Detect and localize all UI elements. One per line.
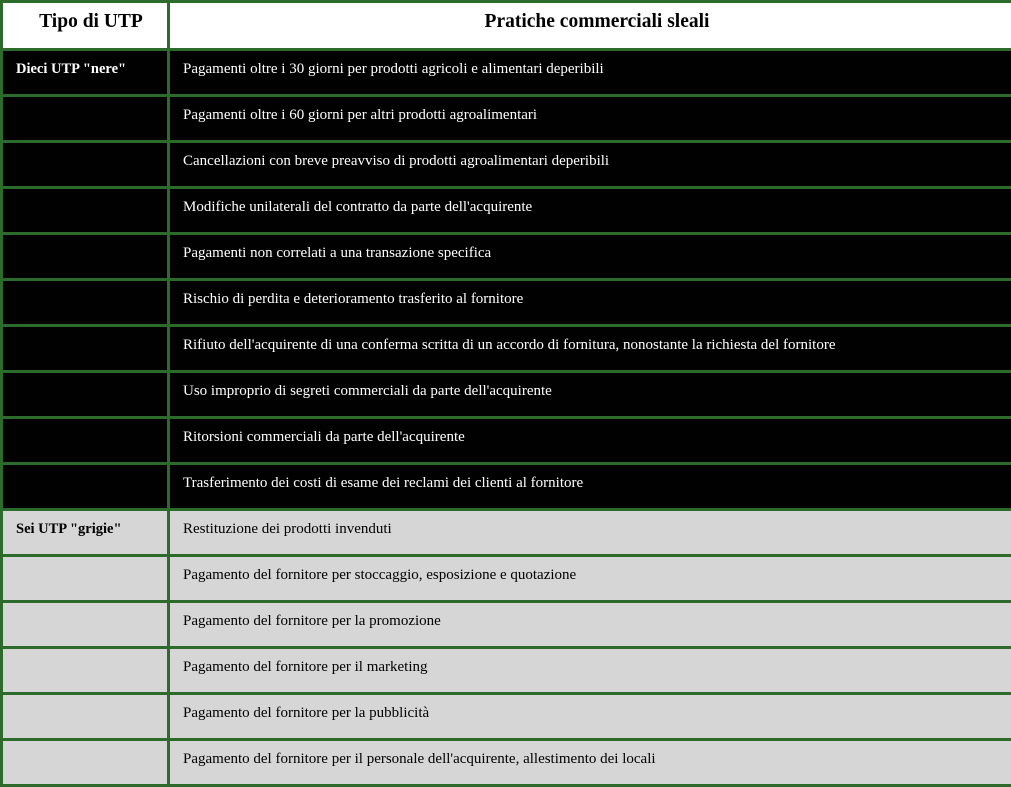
practice-cell [169,50,1011,96]
column-header-type [2,2,169,50]
practice-text: Pagamenti oltre i 60 giorni per altri prodotti agroalimentari [170,97,1011,123]
practice-cell [169,648,1011,694]
group-label-cell-empty [2,280,169,326]
table-header-row [2,2,1011,50]
group-label-cell-black [2,50,169,96]
group-label-cell-empty [2,372,169,418]
table-row [2,188,1011,234]
table-row [2,648,1011,694]
practice-text: Pagamento del fornitore per stoccaggio, esposizione e quotazione [170,557,1011,583]
table-row [2,50,1011,96]
practice-cell [169,234,1011,280]
practice-text: Pagamento del fornitore per la promozione [170,603,1011,629]
group-label-grey: Sei UTP "grigie" [3,511,167,537]
table-body [2,50,1011,786]
table-row [2,464,1011,510]
practice-cell [169,142,1011,188]
practice-cell [169,602,1011,648]
practice-cell [169,740,1011,786]
column-header-type-label: Tipo di UTP [3,3,167,32]
group-label-cell-grey [2,510,169,556]
practice-cell [169,188,1011,234]
practice-cell [169,96,1011,142]
table-header [2,2,1011,50]
table-row [2,372,1011,418]
practice-text: Rischio di perdita e deterioramento trasferito al fornitore [170,281,1011,307]
practice-cell [169,510,1011,556]
practice-cell [169,326,1011,372]
group-label-cell-empty [2,142,169,188]
column-header-practice [169,2,1011,50]
table-row [2,142,1011,188]
group-label-cell-empty [2,188,169,234]
group-label-black: Dieci UTP "nere" [3,51,167,77]
practice-text: Pagamenti oltre i 30 giorni per prodotti agricoli e alimentari deperibili [170,51,1011,77]
practice-text: Cancellazioni con breve preavviso di prodotti agroalimentari deperibili [170,143,1011,169]
practice-text: Pagamento del fornitore per il personale dell'acquirente, allestimento dei locali [170,741,1011,767]
practice-text: Trasferimento dei costi di esame dei reclami dei clienti al fornitore [170,465,1011,491]
table-row [2,280,1011,326]
group-label-cell-empty [2,326,169,372]
group-label-cell-empty [2,464,169,510]
practice-text: Pagamento del fornitore per la pubblicità [170,695,1011,721]
practice-cell [169,280,1011,326]
practice-cell [169,372,1011,418]
group-label-cell-empty [2,556,169,602]
group-label-cell-empty [2,96,169,142]
practice-cell [169,556,1011,602]
group-label-cell-empty [2,602,169,648]
practice-text: Rifiuto dell'acquirente di una conferma scritta di un accordo di fornitura, nonostante la richiesta del fornitore [170,327,1011,353]
practice-cell [169,694,1011,740]
practice-text: Ritorsioni commerciali da parte dell'acquirente [170,419,1011,445]
column-header-practice-label: Pratiche commerciali sleali [170,3,1011,32]
practice-text: Uso improprio di segreti commerciali da parte dell'acquirente [170,373,1011,399]
table-row [2,694,1011,740]
table-row [2,234,1011,280]
group-label-cell-empty [2,740,169,786]
table-row [2,96,1011,142]
table-row [2,556,1011,602]
group-label-cell-empty [2,418,169,464]
table-row [2,740,1011,786]
practice-cell [169,464,1011,510]
group-label-cell-empty [2,694,169,740]
practice-cell [169,418,1011,464]
practice-text: Restituzione dei prodotti invenduti [170,511,1011,537]
group-label-cell-empty [2,648,169,694]
table-row [2,602,1011,648]
group-label-cell-empty [2,234,169,280]
table-row [2,510,1011,556]
practice-text: Modifiche unilaterali del contratto da parte dell'acquirente [170,189,1011,215]
practice-text: Pagamenti non correlati a una transazione specifica [170,235,1011,261]
table-row [2,326,1011,372]
table-row [2,418,1011,464]
practice-text: Pagamento del fornitore per il marketing [170,649,1011,675]
